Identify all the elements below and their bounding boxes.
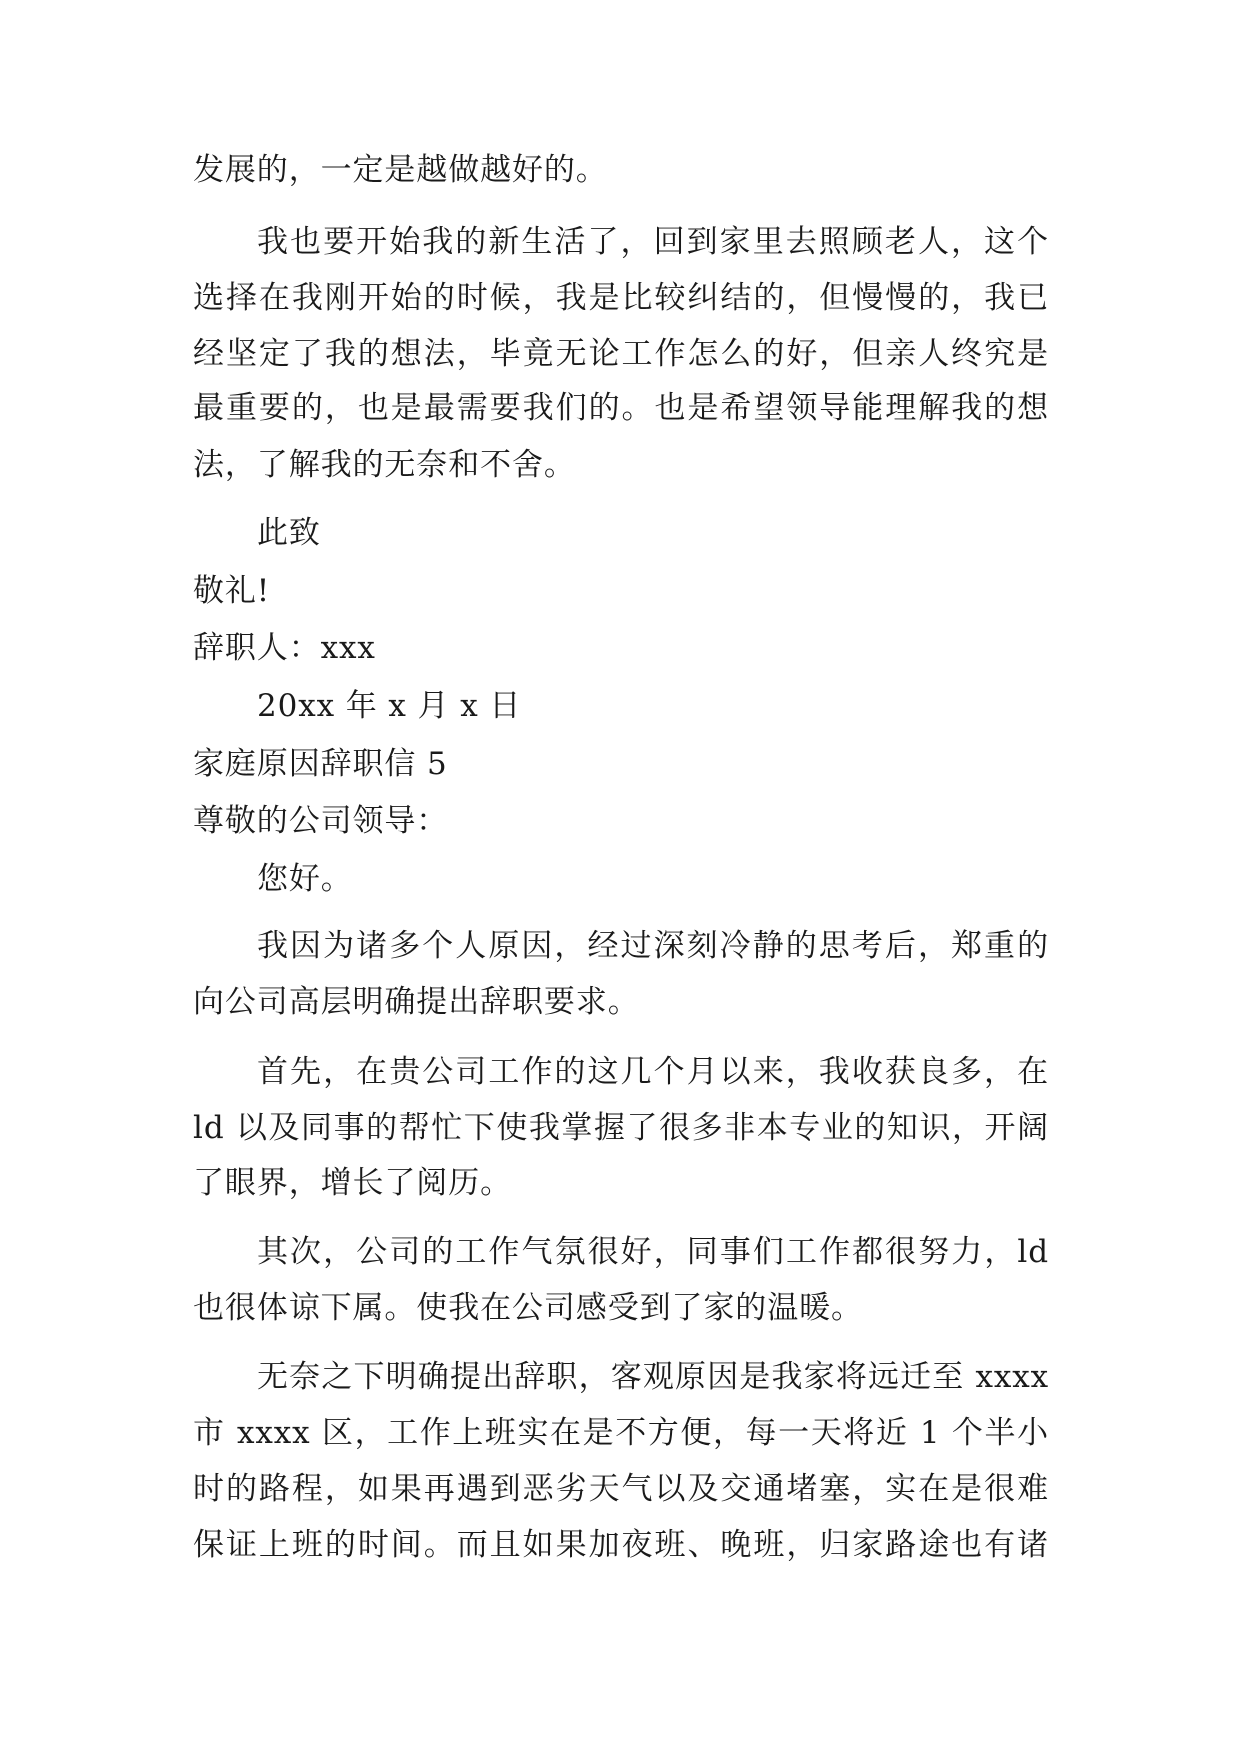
text-line: 也很体谅下属。使我在公司感受到了家的温暖。	[193, 1290, 863, 1326]
text-line: 您好。	[257, 861, 353, 897]
resigner-line: 辞职人：xxx	[193, 630, 376, 666]
text-line: 发展的，一定是越做越好的。	[193, 152, 608, 188]
text-line: 我也要开始我的新生活了，回到家里去照顾老人，这个	[257, 224, 1049, 260]
text-line: 向公司高层明确提出辞职要求。	[193, 984, 640, 1020]
text-line: 经坚定了我的想法，毕竟无论工作怎么的好，但亲人终究是	[193, 336, 1049, 372]
text-line: 最重要的，也是最需要我们的。也是希望领导能理解我的想	[193, 390, 1049, 426]
text-line: 首先，在贵公司工作的这几个月以来，我收获良多，在	[257, 1054, 1049, 1090]
text-line: 保证上班的时间。而且如果加夜班、晚班，归家路途也有诸	[193, 1527, 1049, 1563]
letter-title: 家庭原因辞职信 5	[193, 746, 448, 782]
salutation-closing: 此致	[257, 515, 321, 551]
text-line: 我因为诸多个人原因，经过深刻冷静的思考后，郑重的	[257, 928, 1049, 964]
greeting-line: 尊敬的公司领导：	[193, 803, 449, 839]
text-line: 选择在我刚开始的时候，我是比较纠结的，但慢慢的，我已	[193, 280, 1049, 316]
text-line: 无奈之下明确提出辞职，客观原因是我家将远迁至 xxxx	[257, 1359, 1049, 1395]
date-line: 20xx 年 x 月 x 日	[257, 688, 522, 724]
text-line: 时的路程，如果再遇到恶劣天气以及交通堵塞，实在是很难	[193, 1471, 1049, 1507]
regards-line: 敬礼!	[193, 573, 271, 609]
text-line: ld 以及同事的帮忙下使我掌握了很多非本专业的知识，开阔	[193, 1110, 1049, 1146]
text-line: 法，了解我的无奈和不舍。	[193, 447, 576, 483]
text-line: 市 xxxx 区，工作上班实在是不方便，每一天将近 1 个半小	[193, 1415, 1049, 1451]
text-line: 其次，公司的工作气氛很好，同事们工作都很努力，ld	[257, 1234, 1049, 1270]
text-line: 了眼界，增长了阅历。	[193, 1165, 512, 1201]
